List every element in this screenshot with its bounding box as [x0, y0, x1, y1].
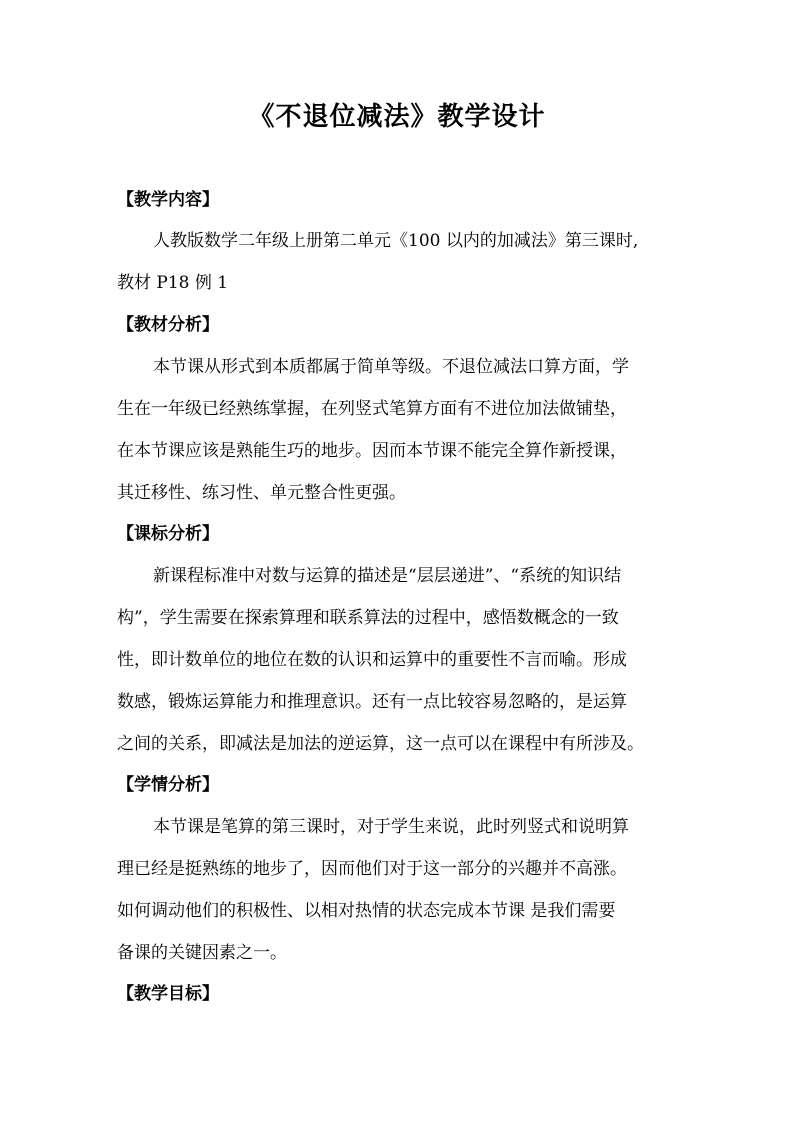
- document-title: 《不退位减法》教学设计: [248, 102, 546, 132]
- paragraph-line: 构”，学生需要在探索算理和联系算法的过程中，感悟数概念的一致: [117, 608, 619, 628]
- paragraph-line: 备课的关键因素之一。: [117, 943, 287, 963]
- paragraph-line: 生在一年级已经熟练掌握，在列竖式笔算方面有不进位加法做铺垫，: [117, 399, 627, 419]
- paragraph-line: 人教版数学二年级上册第二单元《100 以内的加减法》第三课时,: [153, 231, 639, 251]
- paragraph-line: 如何调动他们的积极性、以相对热情的状态完成本节课 是我们需要: [117, 901, 616, 921]
- paragraph-line: 在本节课应该是熟能生巧的地步。因而本节课不能完全算作新授课，: [117, 441, 627, 461]
- paragraph-line: 性，即计数单位的地位在数的认识和运算中的重要性不言而喻。形成: [117, 650, 627, 670]
- paragraph-line: 本节课是笔算的第三课时，对于学生来说，此时列竖式和说明算: [153, 817, 629, 837]
- paragraph-line: 数感，锻炼运算能力和推理意识。还有一点比较容易忽略的，是运算: [117, 692, 627, 712]
- paragraph-line: 教材 P18 例 1: [117, 273, 229, 293]
- paragraph-line: 其迁移性、练习性、单元整合性更强。: [117, 483, 406, 503]
- paragraph-line: 之间的关系，即减法是加法的逆运算，这一点可以在课程中有所涉及。: [117, 734, 644, 754]
- paragraph-line: 本节课从形式到本质都属于简单等级。不退位减法口算方面，学: [153, 357, 629, 377]
- paragraph-line: 理已经是挺熟练的地步了，因而他们对于这一部分的兴趣并不高涨。: [117, 859, 627, 879]
- section-heading-textbook-analysis: 【教材分析】: [117, 315, 219, 335]
- section-heading-teaching-content: 【教学内容】: [117, 190, 219, 210]
- section-heading-curriculum-analysis: 【课标分析】: [117, 524, 219, 544]
- section-heading-student-analysis: 【学情分析】: [117, 775, 219, 795]
- paragraph-line: 新课程标准中对数与运算的描述是“层层递进”、“系统的知识结: [153, 566, 622, 586]
- section-heading-teaching-goals: 【教学目标】: [117, 984, 219, 1004]
